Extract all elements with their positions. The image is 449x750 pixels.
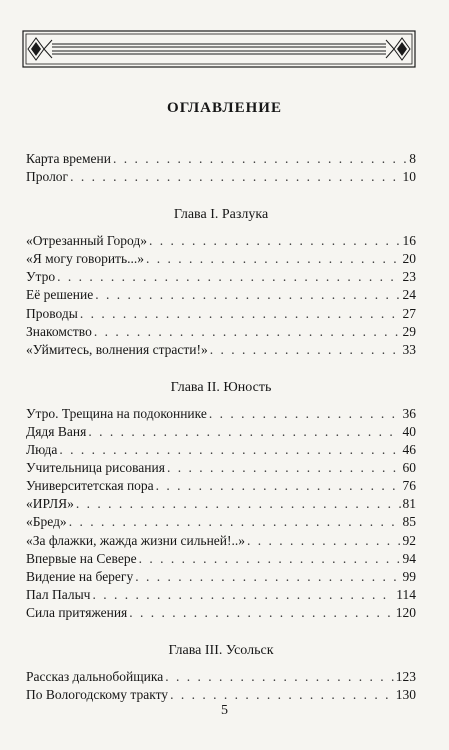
toc-entry-title: Знакомство [26,323,92,339]
toc-entry[interactable] [26,686,416,704]
toc-entry-page: 24 [402,287,416,303]
toc-entry-title: «Уймитесь, волнения страсти!» [26,341,208,357]
dot-leader [156,477,401,495]
toc-entry-title: Пал Палыч [26,586,91,602]
toc-entry-title: Учительница рисования [26,460,165,476]
dot-leader [135,568,400,586]
toc-entry[interactable] [26,168,416,186]
toc-entry-title: «Я могу говорить...» [26,251,144,267]
toc-entry-page: 120 [395,604,416,620]
toc-entry-title: Утро. Трещина на подоконнике [26,405,207,421]
toc-entry-title: Утро [26,269,56,285]
toc-entry-page: 123 [395,668,416,684]
toc-heading: ОГЛАВЛЕНИЕ [167,100,282,116]
dot-leader [210,341,401,359]
toc-entry-page: 81 [402,496,416,512]
toc-entry[interactable] [26,250,416,268]
chapter-heading: Глава I. Разлука [173,207,269,223]
toc-entry[interactable] [26,568,416,586]
dot-leader [59,441,400,459]
toc-entry[interactable] [26,423,416,441]
dot-leader [165,668,394,686]
toc-entry[interactable] [26,550,416,568]
toc-entry-title: «Бред» [26,514,67,530]
toc-entry[interactable] [26,459,416,477]
toc-entry-page: 130 [395,687,416,703]
toc-entry[interactable] [26,232,416,250]
toc-entry-page: 23 [402,269,416,285]
chapter-heading: Глава III. Усольск [168,642,274,658]
decorative-border-ornament [22,30,416,68]
toc-entry[interactable] [26,532,416,550]
toc-entry-page: 85 [402,514,416,530]
chapter-heading: Глава II. Юность [170,379,272,395]
toc-entry-title: Пролог [26,169,69,185]
toc-entry[interactable] [26,495,416,513]
toc-entry-title: Дядя Ваня [26,423,87,439]
toc-entry-page: 29 [402,323,416,339]
toc-entry-page: 10 [402,169,416,185]
toc-entry[interactable] [26,604,416,622]
toc-entry[interactable] [26,668,416,686]
toc-entry-page: 16 [402,233,416,249]
toc-entry[interactable] [26,286,416,304]
toc-entry-title: Рассказ дальнобойщика [26,668,164,684]
dot-leader [70,168,400,186]
page-number: 5 [221,703,228,718]
dot-leader [57,268,400,286]
dot-leader [167,459,401,477]
dot-leader [247,532,400,550]
dot-leader [170,686,394,704]
toc-entry[interactable] [26,150,416,168]
toc-entry-page: 94 [402,550,416,566]
toc-entry-title: Её решение [26,287,94,303]
toc-entry-page: 99 [402,568,416,584]
toc-entry-title: Карта времени [26,151,111,166]
toc-entry-page: 76 [402,478,416,494]
dot-leader [146,250,401,268]
dot-leader [149,232,400,250]
toc-entry-page: 33 [402,341,416,357]
toc-entry[interactable] [26,341,416,359]
toc-entry-title: «ИРЛЯ» [26,496,74,512]
table-of-contents [26,150,416,704]
toc-entry-title: Впервые на Севере [26,550,137,566]
toc-entry-title: Университетская пора [26,478,154,494]
toc-entry-title: По Вологодскому тракту [26,687,169,703]
dot-leader [80,305,401,323]
toc-entry-page: 36 [402,405,416,421]
toc-entry-page: 40 [402,423,416,439]
toc-entry-page: 60 [402,460,416,476]
dot-leader [92,586,394,604]
toc-entry[interactable] [26,477,416,495]
dot-leader [113,150,407,168]
dot-leader [95,286,400,304]
toc-entry-title: «За флажки, жажда жизни сильней!..» [26,532,246,548]
toc-entry[interactable] [26,441,416,459]
toc-entry-title: «Отрезанный Город» [26,233,148,249]
dot-leader [69,513,401,531]
toc-entry[interactable] [26,405,416,423]
toc-entry[interactable] [26,513,416,531]
toc-entry-page: 114 [396,586,416,602]
toc-entry[interactable] [26,268,416,286]
dot-leader [209,405,401,423]
toc-entry-page: 92 [402,532,416,548]
toc-entry-title: Проводы [26,305,78,321]
toc-entry-title: Люда [26,442,58,458]
toc-entry-title: Видение на берегу [26,568,134,584]
toc-entry-title: Сила притяжения [26,604,128,620]
toc-entry[interactable] [26,323,416,341]
toc-entry-page: 46 [402,442,416,458]
toc-entry-page: 27 [402,305,416,321]
toc-entry-page: 20 [402,251,416,267]
dot-leader [139,550,401,568]
dot-leader [94,323,401,341]
toc-entry[interactable] [26,305,416,323]
dot-leader [129,604,393,622]
dot-leader [76,495,401,513]
toc-entry[interactable] [26,586,416,604]
dot-leader [88,423,400,441]
toc-entry-page: 8 [409,151,416,166]
